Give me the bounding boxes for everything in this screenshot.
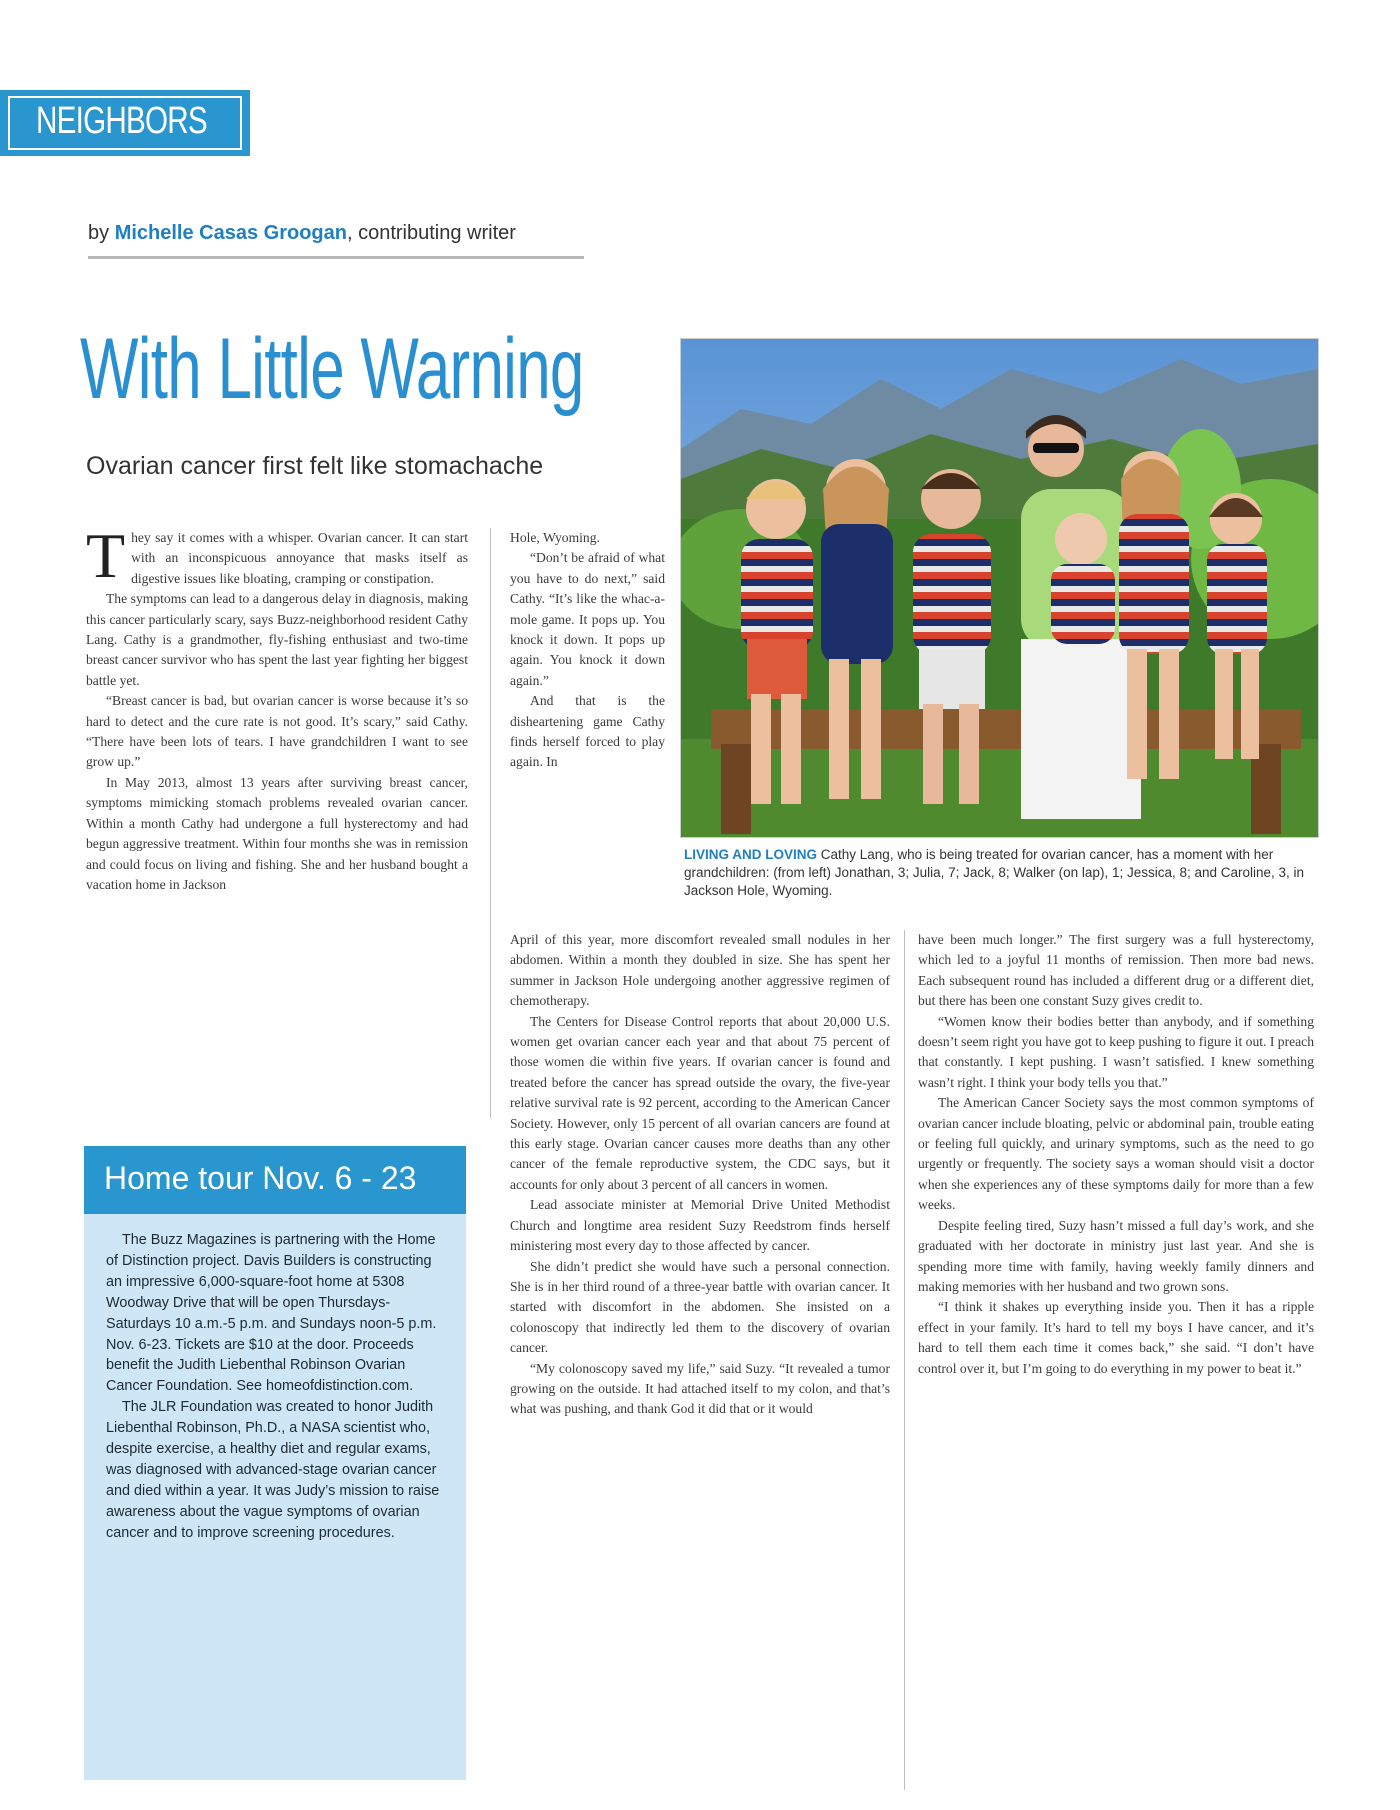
article-headline: With Little Warning [80, 321, 584, 417]
sidebar-title: Home tour Nov. 6 - 23 [104, 1160, 417, 1196]
article-paragraph: “Don’t be afraid of what you have to do next,” said Cathy. “It’s like the whac-a-mole game. It pops up. You knock it down. It pops up again. You knock it down again.” [510, 550, 665, 688]
article-paragraph: Despite feeling tired, Suzy hasn’t missed a full day’s work, and she graduated with her doctorate in ministry just last year. And she is spending more time with family, having weekly family dinners and making memories with her husband and two grown sons. [918, 1217, 1314, 1294]
article-paragraph: “I think it shakes up everything inside you. Then it has a ripple effect in your family. It’s hard to tell my boys I have cancer, and it’s hard to tell them each time it comes back,” she said. “I don’t have control over it, but I’m going to do everything in my power to beat it.” [918, 1299, 1314, 1376]
paragraph-text: hey say it comes with a whisper. Ovarian cancer. It can start with an inconspicuous annoyance that masks itself as digestive issues like bloating, cramping or constipation. [131, 530, 468, 586]
section-label: NEIGHBORS [36, 100, 207, 142]
byline [88, 222, 516, 245]
article-paragraph: And that is the disheartening game Cathy finds herself forced to play again. In [510, 693, 665, 770]
section-tag [0, 90, 250, 156]
article-column-3 [918, 930, 1314, 1379]
article-paragraph: “My colonoscopy saved my life,” said Suzy. “It revealed a tumor growing on the outside. It had attached itself to my colon, and that’s what was pushing, and thank God it did that or it would [510, 1360, 890, 1417]
photo-caption [684, 846, 1316, 900]
column-divider [490, 528, 491, 1118]
article-subhead: Ovarian cancer first felt like stomachache [86, 452, 544, 480]
family-photo-illustration [681, 339, 1318, 837]
article-column-1 [86, 520, 468, 895]
byline-suffix: , contributing writer [346, 222, 516, 244]
caption-lead: LIVING AND LOVING [684, 847, 818, 862]
article-paragraph: In May 2013, almost 13 years after surviving breast cancer, symptoms mimicking stomach problems revealed ovarian cancer. Within a month Cathy had undergone a full hysterectomy and had begun aggressive treatment. Within four months she was in remission and could focus on living and fishing. She and her husband bought a vacation home in Jackson [86, 774, 468, 892]
sidebar-paragraph: The JLR Foundation was created to honor Judith Liebenthal Robinson, Ph.D., a NASA scientist who, despite exercise, a healthy diet and regular exams, was diagnosed with advanced-stage ovarian cancer and died within a year. It was Judy’s mission to raise awareness about the vague symptoms of ovarian cancer and to improve screening procedures. [106, 1399, 440, 1541]
byline-author: Michelle Casas Groogan [114, 222, 347, 244]
family-photo [680, 338, 1319, 838]
sidebar-body [106, 1230, 446, 1544]
article-paragraph: “Women know their bodies better than anybody, and if something doesn’t seem right you have got to keep pushing to figure it out. I preach that constantly. I kept pushing. I wasn’t satisfied. I knew something wasn’t right. I think your body tells you that.” [918, 1013, 1314, 1090]
home-tour-sidebar [84, 1146, 466, 1780]
article-paragraph [86, 520, 468, 591]
article-paragraph: Lead associate minister at Memorial Drive United Methodist Church and longtime area resident Suzy Reedstrom finds herself ministering most every day to those affected by cancer. [510, 1197, 890, 1254]
byline-divider [88, 256, 584, 259]
drop-cap: T [86, 520, 126, 591]
article-paragraph: The symptoms can lead to a dangerous delay in diagnosis, making this cancer particularly scary, says Buzz-neighborhood resident Cathy Lang. Cathy is a grandmother, fly-fishing enthusiast and two-time breast cancer survivor who has spent the last year fighting her biggest battle yet. [86, 591, 468, 688]
sidebar-paragraph: The Buzz Magazines is partnering with the Home of Distinction project. Davis Builders is constructing an impressive 6,000-square-foot home at 5308 Woodway Drive that will be open Thursdays-Saturdays 10 a.m.-5 p.m. and Sundays noon-5 p.m. Nov. 6-23. Tickets are $10 at the door. Proceeds benefit the Judith Liebenthal Robinson Ovarian Cancer Foundation. See homeofdistinction.com. [106, 1232, 437, 1395]
article-column-2-continued [510, 930, 890, 1420]
article-column-2 [510, 528, 665, 773]
sidebar-header [84, 1146, 466, 1214]
article-paragraph: April of this year, more discomfort revealed small nodules in her abdomen. Within a month they doubled in size. She has spent her summer in Jackson Hole undergoing another aggressive regimen of chemotherapy. [510, 932, 890, 1009]
article-paragraph: “Breast cancer is bad, but ovarian cancer is worse because it’s so hard to detect and the cure rate is not good. It’s scary,” said Cathy. “There have been lots of tears. I have grandchildren I want to see grow up.” [86, 693, 468, 770]
article-paragraph: Hole, Wyoming. [510, 530, 600, 545]
caption-text: Cathy Lang, who is being treated for ovarian cancer, has a moment with her grandchildren: (from left) Jonathan, 3; Julia, 7; Jack, 8; Walker (on lap), 1; Jessica, 8; and Caroline, 3, in Jackson Hole, Wyoming. [684, 847, 1305, 898]
byline-prefix: by [88, 222, 115, 244]
article-paragraph: She didn’t predict she would have such a personal connection. She is in her third round of a three-year battle with ovarian cancer. It started with discomfort in the abdomen. She insisted on a colonoscopy that indirectly led them to the discovery of ovarian cancer. [510, 1258, 890, 1356]
column-divider [904, 930, 905, 1790]
article-paragraph: The Centers for Disease Control reports that about 20,000 U.S. women get ovarian cancer each year and that about 75 percent of those women die within five years. If ovarian cancer is found and treated before the cancer has spread outside the ovary, the five-year relative survival rate is 92 percent, according to the American Cancer Society. However, only 15 percent of all ovarian cancers are found at this early stage. Ovarian cancer causes more deaths than any other cancer of the female reproductive system, the CDC says, but it accounts for only about 3 percent of all cancers in women. [510, 1013, 890, 1192]
article-paragraph: The American Cancer Society says the most common symptoms of ovarian cancer include bloating, pelvic or abdominal pain, trouble eating or feeling full quickly, and urinary symptoms, such as the need to go urgently or frequently. The society says a woman should visit a doctor when she experiences any of these symptoms daily for more than a few weeks. [918, 1095, 1314, 1213]
article-paragraph: have been much longer.” The first surgery was a full hysterectomy, which led to a joyful 11 months of remission. Then more bad news. Each subsequent round has included a different drug or a different diet, but there has been one constant Suzy gives credit to. [918, 932, 1314, 1009]
